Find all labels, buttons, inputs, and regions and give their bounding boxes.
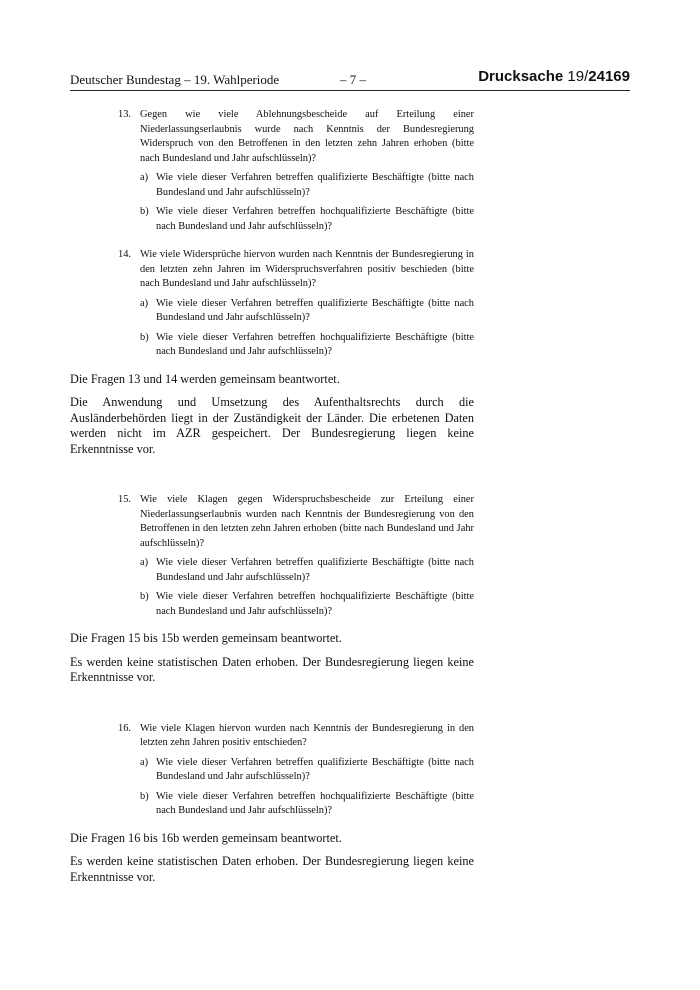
question-number: 14.	[118, 249, 131, 260]
question-text: Gegen wie viele Ablehnungsbescheide auf Erteilung einer Niederlassungserlaubnis wurde nach Kenntnis der Bundesregierung Widerspruch von den Betroffenen in den letzten zehn Jahren erhoben (bitte nach Bundesland und Jahr aufschlüsseln)?	[140, 109, 474, 164]
page-header	[70, 68, 630, 91]
question-number: 15.	[118, 494, 131, 505]
sub-question-text: Wie viele dieser Verfahren betreffen hochqualifizierte Beschäftigte (bitte nach Bundesland und Jahr aufschlüsseln)?	[156, 206, 474, 232]
question-number: 16.	[118, 722, 131, 734]
question-15	[118, 493, 474, 619]
sub-question-a	[140, 171, 474, 200]
sub-question-text: Wie viele dieser Verfahren betreffen hochqualifizierte Beschäftigte (bitte nach Bundesland und Jahr aufschlüsseln)?	[156, 331, 474, 357]
sub-letter: b)	[140, 790, 149, 802]
sub-letter: a)	[140, 297, 149, 309]
sub-letter: a)	[140, 172, 149, 183]
sub-question-text: Wie viele dieser Verfahren betreffen qualifizierte Beschäftigte (bitte nach Bundesland und Jahr aufschlüsseln)?	[156, 557, 474, 583]
doc-num: 24169	[588, 68, 630, 85]
answer-intro: Die Fragen 16 bis 16b werden gemeinsam beantwortet.	[70, 830, 342, 845]
sub-question-b	[140, 790, 474, 819]
sub-letter: b)	[140, 206, 149, 217]
answer-text: Es werden keine statistischen Daten erhoben. Der Bundesregierung liegen keine Erkenntnisse vor.	[70, 654, 474, 684]
answer-intro: Die Fragen 13 und 14 werden gemeinsam beantwortet.	[70, 371, 340, 386]
sub-question-a	[140, 556, 474, 585]
sub-question-text: Wie viele dieser Verfahren betreffen qualifizierte Beschäftigte (bitte nach Bundesland und Jahr aufschlüsseln)?	[156, 297, 474, 323]
sub-question-b	[140, 205, 474, 234]
sub-question-a	[140, 756, 474, 785]
sub-letter: a)	[140, 557, 149, 568]
question-13	[118, 108, 474, 234]
question-16	[118, 722, 474, 819]
sub-letter: b)	[140, 331, 149, 343]
sub-question-text: Wie viele dieser Verfahren betreffen qualifizierte Beschäftigte (bitte nach Bundesland und Jahr aufschlüsseln)?	[156, 172, 474, 198]
header-title: Deutscher Bundestag – 19. Wahlperiode	[70, 72, 280, 87]
sub-question-a	[140, 297, 474, 326]
question-text: Wie viele Widersprüche hiervon wurden nach Kenntnis der Bundesregierung in den letzten zehn Jahren im Widerspruchsverfahren positiv beschieden (bitte nach Bundesland und Jahr aufschlüsseln)?	[140, 249, 474, 289]
question-text: Wie viele Klagen hiervon wurden nach Kenntnis der Bundesregierung in den letzten zehn Jahren positiv entschieden?	[140, 722, 474, 748]
sub-question-text: Wie viele dieser Verfahren betreffen hochqualifizierte Beschäftigte (bitte nach Bundesland und Jahr aufschlüsseln)?	[156, 591, 474, 617]
question-14	[118, 248, 474, 360]
page-number: – 7 –	[340, 72, 366, 87]
sub-letter: b)	[140, 591, 149, 602]
question-text: Wie viele Klagen gegen Widerspruchsbescheide zur Erteilung einer Niederlassungserlaubnis wurden nach Kenntnis der Bundesregierung von den Betroffenen in den letzten zehn Jahren erhoben (bitte nach Bundesland und Jahr aufschlüsseln)?	[140, 494, 474, 549]
document-body	[70, 108, 474, 885]
sub-question-b	[140, 590, 474, 619]
question-number: 13.	[118, 109, 131, 120]
doc-num-period: 19/	[567, 68, 589, 85]
document-number	[478, 68, 630, 85]
answer-text: Die Anwendung und Umsetzung des Aufenthaltsrechts durch die Ausländerbehörden liegt in der Zuständigkeit der Länder. Die erbetenen Daten werden nicht im AZR gespeichert. Der Bundesregierung liegen keine Erkenntnisse vor.	[70, 395, 474, 456]
answer-text: Es werden keine statistischen Daten erhoben. Der Bundesregierung liegen keine Erkenntnisse vor.	[70, 854, 474, 884]
sub-letter: a)	[140, 756, 149, 768]
sub-question-text: Wie viele dieser Verfahren betreffen qualifizierte Beschäftigte (bitte nach Bundesland und Jahr aufschlüsseln)?	[156, 756, 474, 782]
answer-intro: Die Fragen 15 bis 15b werden gemeinsam beantwortet.	[70, 631, 342, 645]
sub-question-text: Wie viele dieser Verfahren betreffen hochqualifizierte Beschäftigte (bitte nach Bundesland und Jahr aufschlüsseln)?	[156, 790, 474, 816]
sub-question-b	[140, 331, 474, 360]
doc-prefix: Drucksache	[478, 68, 564, 85]
